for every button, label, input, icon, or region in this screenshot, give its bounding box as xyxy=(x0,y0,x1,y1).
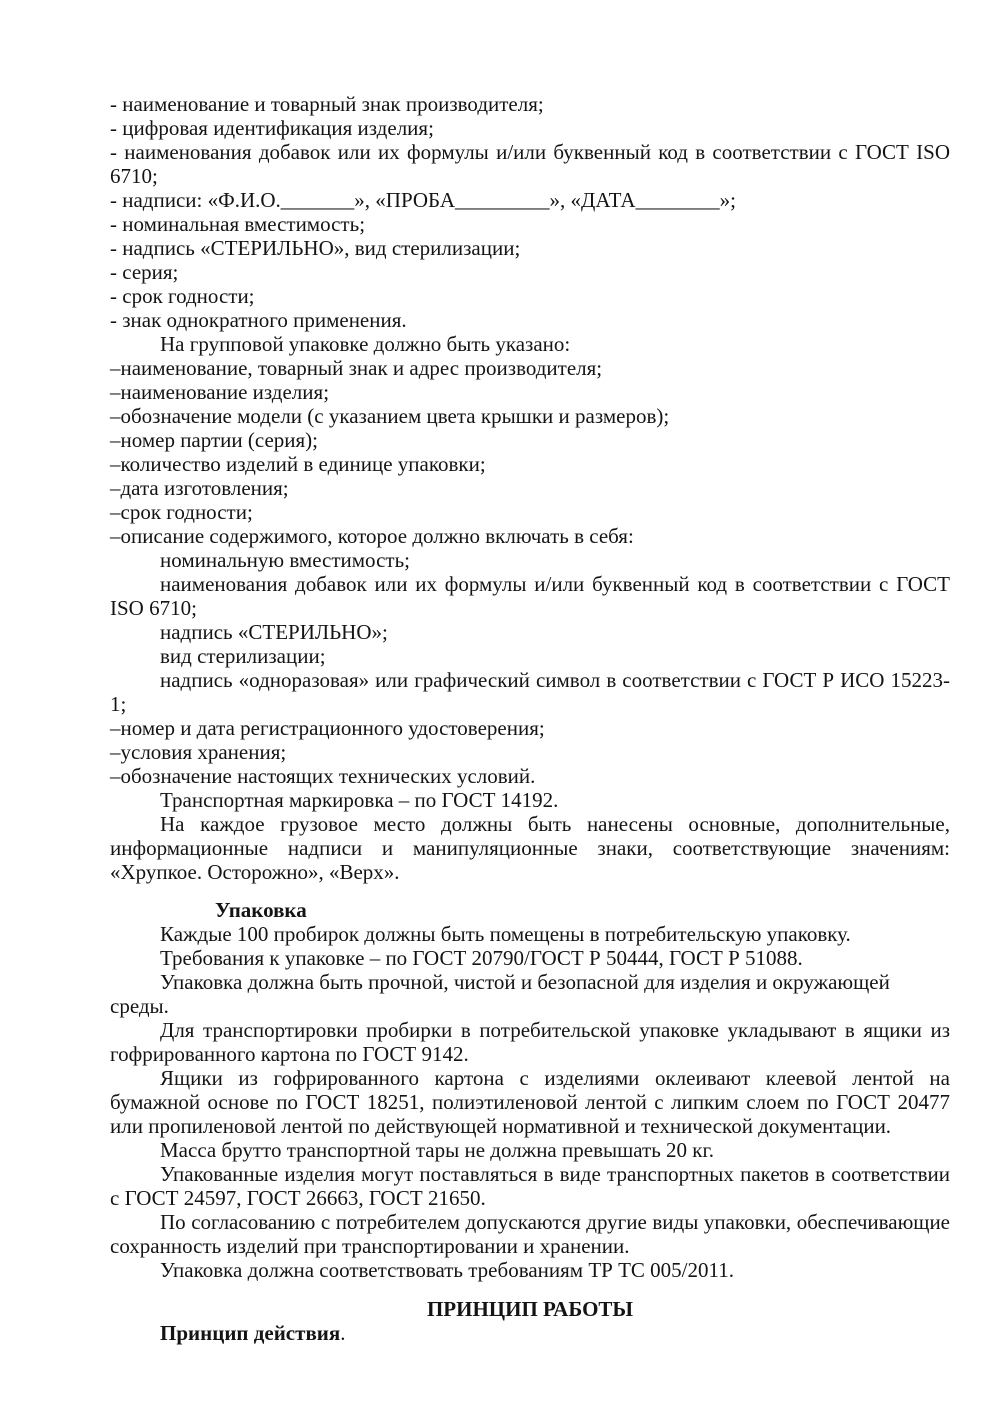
list-item: –дата изготовления; xyxy=(110,476,289,500)
list-item: - номинальная вместимость; xyxy=(110,212,366,236)
lead-bold-text: Принцип действия xyxy=(160,1321,341,1345)
paragraph: Масса брутто транспортной тары не должна превышать 20 кг. xyxy=(160,1138,714,1162)
list-item: –номер партии (серия); xyxy=(110,428,319,452)
paragraph: На каждое грузовое место должны быть нанесены основные, дополнительные, информационные надписи и манипуляционные знаки, соответствующие значениям: «Хрупкое. Осторожно», «Верх». xyxy=(110,812,950,884)
list-item: –описание содержимого, которое должно включать в себя: xyxy=(110,524,634,548)
list-item: –наименование изделия; xyxy=(110,380,330,404)
list-item: - надписи: «Ф.И.О._______», «ПРОБА_________», «ДАТА________»; xyxy=(110,188,736,212)
section-subheading: Упаковка xyxy=(215,898,307,922)
paragraph: Требования к упаковке – по ГОСТ 20790/ГОСТ Р 50444, ГОСТ Р 51088. xyxy=(160,946,803,970)
document-body xyxy=(110,92,950,1345)
paragraph: Упаковка должна соответствовать требованиям ТР ТС 005/2011. xyxy=(160,1258,734,1282)
list-item: - наименование и товарный знак производителя; xyxy=(110,92,544,116)
list-item: –количество изделий в единице упаковки; xyxy=(110,452,486,476)
list-item: –обозначение модели (с указанием цвета крышки и размеров); xyxy=(110,404,670,428)
lead-tail-text: . xyxy=(340,1321,346,1345)
paragraph: Упакованные изделия могут поставляться в виде транспортных пакетов в соответствии с ГОСТ 24597, ГОСТ 26663, ГОСТ 21650. xyxy=(110,1162,950,1210)
section-heading: ПРИНЦИП РАБОТЫ xyxy=(426,1297,634,1321)
paragraph: Ящики из гофрированного картона с изделиями оклеивают клеевой лентой на бумажной основе по ГОСТ 18251, полиэтиленовой лентой с липким слоем по ГОСТ 20477 или пропиленовой лентой по действующей нормативной и технической документации. xyxy=(110,1066,950,1138)
paragraph: На групповой упаковке должно быть указано: xyxy=(160,332,571,356)
list-item: –наименование, товарный знак и адрес производителя; xyxy=(110,356,603,380)
list-item: - надпись «СТЕРИЛЬНО», вид стерилизации; xyxy=(110,236,521,260)
list-item: - срок годности; xyxy=(110,284,255,308)
list-item: –условия хранения; xyxy=(110,740,287,764)
paragraph: По согласованию с потребителем допускаются другие виды упаковки, обеспечивающие сохранность изделий при транспортировании и хранении. xyxy=(110,1210,950,1258)
sub-list-item: наименования добавок или их формулы и/или буквенный код в соответствии с ГОСТ ISO 6710; xyxy=(110,572,950,620)
paragraph: Упаковка должна быть прочной, чистой и безопасной для изделия и окружающей среды. xyxy=(110,970,890,1018)
list-item: –номер и дата регистрационного удостоверения; xyxy=(110,716,545,740)
sub-list-item: надпись «одноразовая» или графический символ в соответствии с ГОСТ Р ИСО 15223-1; xyxy=(110,668,950,716)
lead-paragraph xyxy=(110,1321,950,1345)
list-item: - цифровая идентификация изделия; xyxy=(110,116,434,140)
sub-list-item: вид стерилизации; xyxy=(160,644,326,668)
list-item: - знак однократного применения. xyxy=(110,308,407,332)
paragraph: Транспортная маркировка – по ГОСТ 14192. xyxy=(160,788,559,812)
list-item: - серия; xyxy=(110,260,179,284)
paragraph: Каждые 100 пробирок должны быть помещены в потребительскую упаковку. xyxy=(160,922,851,946)
sub-list-item: надпись «СТЕРИЛЬНО»; xyxy=(160,620,388,644)
paragraph: Для транспортировки пробирки в потребительской упаковке укладывают в ящики из гофрированного картона по ГОСТ 9142. xyxy=(110,1018,950,1066)
list-item: - наименования добавок или их формулы и/или буквенный код в соответствии с ГОСТ ISO 6710; xyxy=(110,140,950,188)
list-item: –обозначение настоящих технических условий. xyxy=(110,764,536,788)
sub-list-item: номинальную вместимость; xyxy=(160,548,410,572)
list-item: –срок годности; xyxy=(110,500,253,524)
